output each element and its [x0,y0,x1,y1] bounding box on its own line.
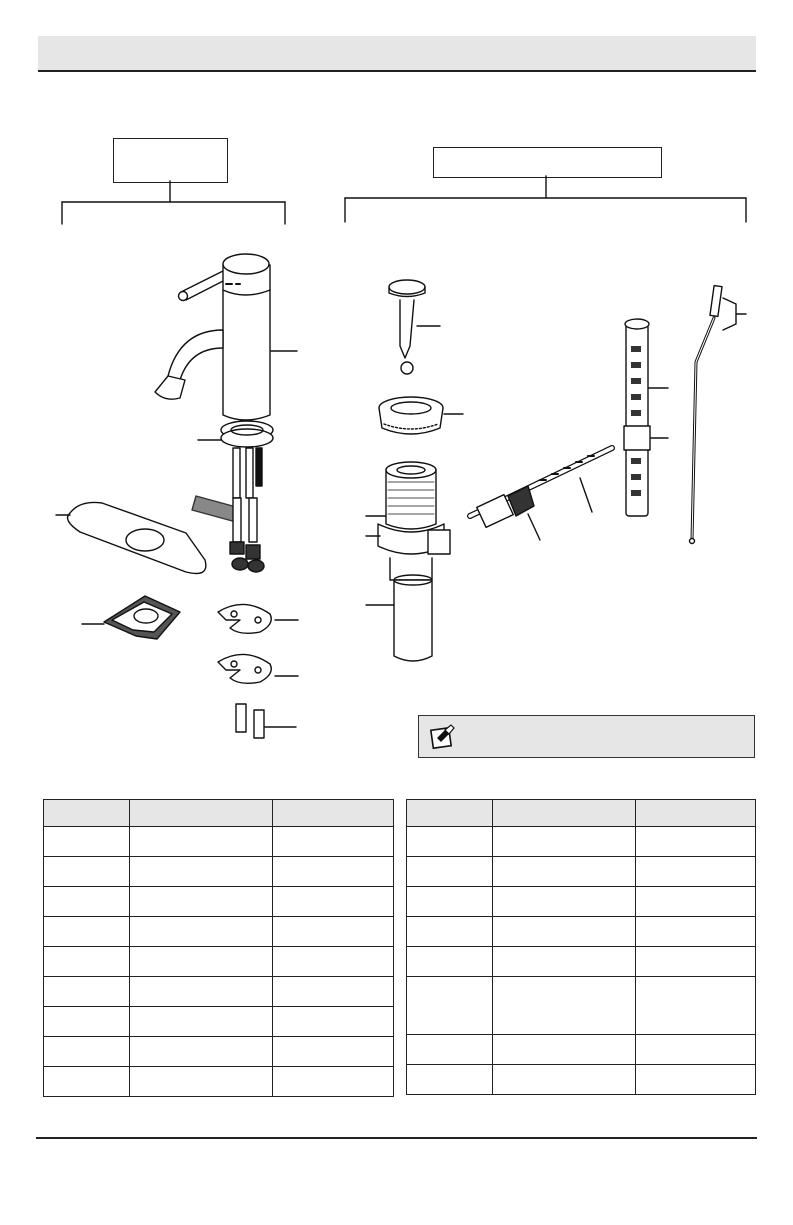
table-cell [44,857,130,887]
table-cell [407,1035,493,1065]
table-cell [130,1067,273,1097]
table-row [407,1035,756,1065]
table-cell [493,917,636,947]
footer-rule [36,1137,757,1139]
column-header [407,800,493,827]
table-cell [130,977,273,1007]
column-header [636,800,756,827]
table-cell [44,977,130,1007]
table-cell [273,1037,394,1067]
deck-plate [56,502,206,573]
deck-plate-gasket [82,596,180,639]
table-cell [44,887,130,917]
mounting-bracket-top [218,604,298,633]
table-cell [636,977,756,1035]
table-cell [44,1067,130,1097]
column-header [44,800,130,827]
table-cell [636,917,756,947]
table-row [407,827,756,857]
table-cell [273,857,394,887]
table-cell [130,1007,273,1037]
table-cell [130,857,273,887]
table-cell [130,827,273,857]
table-cell [636,1035,756,1065]
table-cell [407,827,493,857]
table-cell [493,827,636,857]
table-cell [44,947,130,977]
pop-up-stopper [389,280,440,374]
clevis-strap [624,319,668,516]
table-cell [273,947,394,977]
table-row [44,1037,394,1067]
mounting-bracket-bottom [218,654,298,683]
table-row [407,1065,756,1095]
drain-parts-table [406,799,756,1095]
table-cell [493,947,636,977]
table-row [407,977,756,1035]
drain-flange [379,397,463,434]
table-cell [44,1037,130,1067]
mounting-nuts [236,704,296,738]
table-cell [636,857,756,887]
table-cell [636,1065,756,1095]
table-cell [44,917,130,947]
table-cell [407,857,493,887]
table-cell [493,857,636,887]
table-header-row [407,800,756,827]
lift-rod [690,286,747,544]
column-header [130,800,273,827]
table-cell [636,947,756,977]
table-cell [493,1035,636,1065]
table-row [44,1067,394,1097]
table-cell [273,887,394,917]
table-cell [273,917,394,947]
table-cell [407,917,493,947]
table-cell [493,977,636,1035]
table-cell [407,977,493,1035]
table-cell [407,947,493,977]
table-cell [130,947,273,977]
faucet-body [155,254,297,420]
table-cell [44,1007,130,1037]
table-cell [407,1065,493,1095]
note-icon [429,724,457,750]
drain-bracket [345,176,746,222]
table-row [407,947,756,977]
table-row [44,977,394,1007]
table-cell [273,827,394,857]
table-row [407,917,756,947]
table-row [44,1007,394,1037]
faucet-parts-table [43,799,394,1097]
table-row [44,947,394,977]
drain-body [366,462,450,661]
table-cell [636,827,756,857]
note-box [418,715,755,758]
table-header-row [44,800,394,827]
table-row [44,917,394,947]
table-cell [273,1007,394,1037]
table-cell [273,1067,394,1097]
supply-hoses [192,448,264,572]
table-cell [130,917,273,947]
table-cell [493,887,636,917]
column-header [273,800,394,827]
table-row [44,857,394,887]
table-cell [130,1037,273,1067]
faucet-gasket [198,421,273,447]
table-row [44,827,394,857]
table-cell [273,977,394,1007]
table-cell [407,887,493,917]
table-cell [130,887,273,917]
table-cell [44,827,130,857]
column-header [493,800,636,827]
table-row [407,887,756,917]
table-row [407,857,756,887]
faucet-bracket [62,181,285,224]
pivot-rod [470,448,612,540]
table-cell [636,887,756,917]
table-row [44,887,394,917]
table-cell [493,1065,636,1095]
